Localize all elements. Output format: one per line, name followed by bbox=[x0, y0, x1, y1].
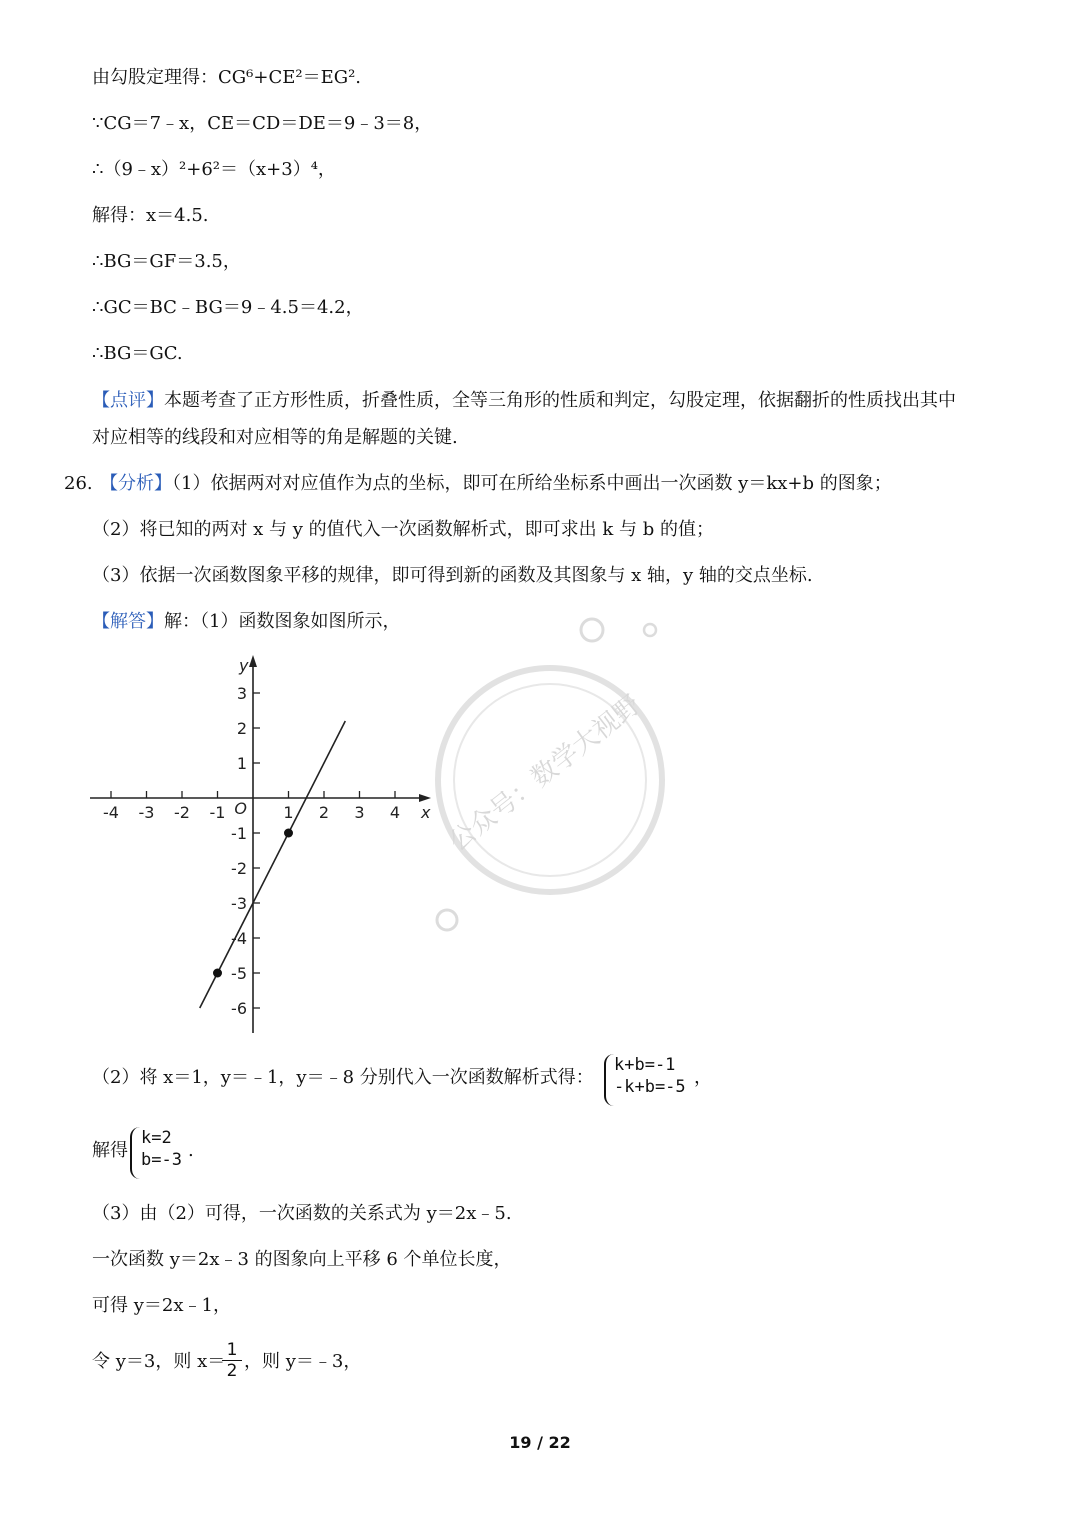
fraction-numerator: 1 bbox=[226, 1340, 238, 1360]
text-line: 解得：x＝4.5. bbox=[92, 205, 209, 226]
analysis-text: （1）依据两对对应值作为点的坐标，即可在所给坐标系中画出一次函数 y＝kx+b 的图象； bbox=[172, 473, 892, 494]
answer-text: 解：（1）函数图象如图所示， bbox=[164, 611, 401, 632]
solve-label: 解得 bbox=[92, 1140, 128, 1161]
y-tick-label: -5 bbox=[231, 964, 247, 983]
x-tick-label: -2 bbox=[174, 803, 190, 822]
review-text: 本题考查了正方形性质，折叠性质，全等三角形的性质和判定，勾股定理，依据翻折的性质找出其中 bbox=[164, 390, 956, 411]
part3-text: （3）由（2）可得，一次函数的关系式为 y＝2x﹣5. bbox=[92, 1203, 512, 1224]
analysis-tag: 【分析】 bbox=[100, 473, 172, 494]
analysis-text-3: （3）依据一次函数图象平移的规律，即可得到新的函数及其图象与 x 轴，y 轴的交点坐标. bbox=[92, 565, 813, 586]
y-axis-label: y bbox=[239, 656, 249, 675]
text-line: ∵CG＝7﹣x，CE＝CD＝DE＝9﹣3＝8， bbox=[92, 113, 433, 134]
x-tick-label: 3 bbox=[354, 803, 365, 822]
x-axis-arrow bbox=[419, 794, 431, 802]
data-point bbox=[213, 969, 222, 978]
text-line: ∴BG＝GC. bbox=[92, 343, 183, 364]
x-axis-label: x bbox=[421, 803, 431, 822]
text-line: ∴BG＝GF＝3.5， bbox=[92, 251, 241, 272]
watermark-dot bbox=[644, 624, 656, 636]
part3-text: 一次函数 y＝2x﹣3 的图象向上平移 6 个单位长度， bbox=[92, 1249, 512, 1270]
review-text-cont: 对应相等的线段和对应相等的角是解题的关键. bbox=[92, 427, 458, 448]
system-brace bbox=[604, 1054, 614, 1106]
y-tick-label: -6 bbox=[231, 999, 247, 1018]
x-tick-label: -3 bbox=[138, 803, 155, 822]
y-tick-label: 3 bbox=[236, 684, 247, 703]
watermark-dot bbox=[437, 910, 457, 930]
part3-text: 可得 y＝2x﹣1， bbox=[92, 1295, 231, 1316]
part2-end: ， bbox=[694, 1067, 712, 1088]
x-tick-label: 4 bbox=[389, 803, 401, 822]
watermark bbox=[420, 610, 680, 940]
equation-system bbox=[614, 1054, 686, 1098]
watermark-dot bbox=[581, 619, 603, 641]
function-line bbox=[200, 721, 346, 1008]
y-tick-label: -1 bbox=[231, 824, 247, 843]
x-tick-label: -4 bbox=[103, 803, 119, 822]
text-line: ∴（9﹣x）²+6²＝（x+3）⁴， bbox=[92, 159, 336, 180]
analysis-text-2: （2）将已知的两对 x 与 y 的值代入一次函数解析式，即可求出 k 与 b 的值； bbox=[92, 519, 714, 540]
part3-text-b: ，则 y＝﹣3， bbox=[244, 1351, 362, 1372]
y-axis-arrow bbox=[249, 655, 257, 667]
page-number: 19 / 22 bbox=[509, 1433, 571, 1452]
solution-system bbox=[141, 1127, 182, 1171]
text-line: ∴GC＝BC﹣BG＝9﹣4.5＝4.2， bbox=[92, 297, 364, 318]
x-tick-label: 1 bbox=[283, 803, 294, 822]
solution-brace bbox=[130, 1127, 140, 1179]
part2-text: （2）将 x＝1，y＝﹣1，y＝﹣8 分别代入一次函数解析式得： bbox=[92, 1067, 594, 1088]
question-number: 26. bbox=[64, 473, 93, 494]
y-tick-label: 2 bbox=[236, 719, 247, 738]
x-tick-label: -1 bbox=[209, 803, 226, 822]
equation: k=2 bbox=[141, 1128, 172, 1148]
x-tick-label: 2 bbox=[318, 803, 330, 822]
y-tick-label: 1 bbox=[236, 754, 247, 773]
part3-text-a: 令 y＝3，则 x＝ bbox=[92, 1351, 226, 1372]
answer-tag: 【解答】 bbox=[92, 611, 164, 632]
watermark-text: 公众号：数学大视野 bbox=[443, 689, 647, 858]
fraction bbox=[222, 1340, 242, 1381]
equation: -k+b=-5 bbox=[614, 1077, 686, 1097]
y-tick-label: -4 bbox=[231, 929, 247, 948]
data-point bbox=[284, 829, 293, 838]
fraction-denominator: 2 bbox=[222, 1360, 242, 1381]
solve-end: . bbox=[188, 1140, 194, 1161]
text-line: 由勾股定理得：CG⁶+CE²＝EG². bbox=[92, 67, 362, 88]
analysis-paragraph bbox=[100, 472, 892, 496]
review-paragraph bbox=[92, 389, 956, 413]
y-tick-label: -2 bbox=[231, 859, 247, 878]
equation: b=-3 bbox=[141, 1150, 182, 1170]
origin-label: O bbox=[234, 799, 247, 818]
function-graph bbox=[80, 640, 440, 1040]
equation: k+b=-1 bbox=[614, 1055, 676, 1075]
answer-paragraph bbox=[92, 610, 400, 634]
review-tag: 【点评】 bbox=[92, 390, 164, 411]
y-tick-label: -3 bbox=[231, 894, 247, 913]
